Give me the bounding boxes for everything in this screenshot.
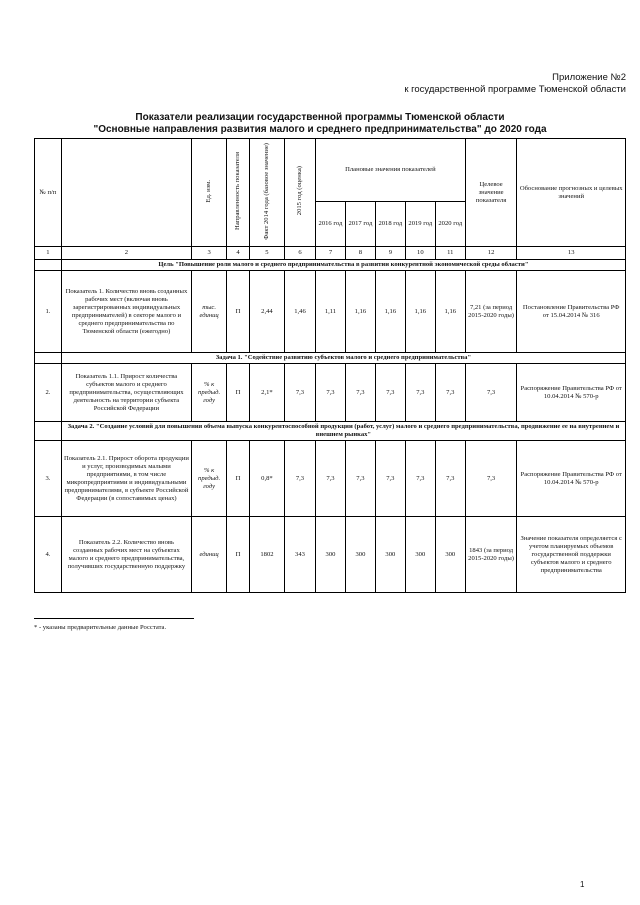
row-2018: 7,3 — [375, 441, 405, 517]
row-unit: % к предыд. году — [192, 364, 227, 422]
task-2-text: Задача 2. "Создание условий для повышения объема выпуска конкурентоспособной продукции (работ, услуг) малого и среднего предпринимательства, продвижение ее на внутреннем и внешнем рынках" — [61, 422, 625, 441]
row-2019: 300 — [405, 517, 435, 593]
row-num: 4. — [35, 517, 62, 593]
appendix-line-2: к государственной программе Тюменской области — [404, 84, 626, 95]
row-2017: 7,3 — [345, 364, 375, 422]
row-2020: 300 — [435, 517, 465, 593]
row-2016: 7,3 — [315, 364, 345, 422]
row-target: 7,3 — [465, 364, 517, 422]
header-target: Целевое значение показателя — [465, 139, 517, 247]
goal-text: Цель "Повышение роли малого и среднего предпринимательства в развитии конкурентной экономической среды области" — [61, 260, 625, 271]
row-2020: 1,16 — [435, 271, 465, 353]
row-fact-2014: 0,8* — [249, 441, 284, 517]
appendix-line-1: Приложение №2 — [552, 72, 626, 83]
page-number: 1 — [580, 880, 585, 889]
goal-spacer — [35, 260, 62, 271]
colnum: 4 — [227, 247, 250, 260]
row-2015: 7,3 — [285, 441, 316, 517]
header-year-2019: 2019 год — [405, 202, 435, 247]
row-direction: П — [227, 517, 250, 593]
row-target: 1843 (за период 2015-2020 годы) — [465, 517, 517, 593]
header-planned: Плановые значения показателей — [315, 139, 465, 202]
row-2019: 7,3 — [405, 441, 435, 517]
colnum: 13 — [517, 247, 626, 260]
row-unit: единиц — [192, 517, 227, 593]
row-2020: 7,3 — [435, 364, 465, 422]
header-unit: Ед. изм. — [192, 139, 227, 247]
table-row — [35, 517, 626, 593]
row-fact-2014: 1802 — [249, 517, 284, 593]
task-spacer — [35, 353, 62, 364]
row-fact-2014: 2,1* — [249, 364, 284, 422]
task-1-text: Задача 1. "Содействие развитию субъектов малого и среднего предпринимательства" — [61, 353, 625, 364]
task-spacer — [35, 422, 62, 441]
row-2018: 1,16 — [375, 271, 405, 353]
table-row — [35, 271, 626, 353]
colnum: 8 — [345, 247, 375, 260]
colnum: 9 — [375, 247, 405, 260]
row-fact-2014: 2,44 — [249, 271, 284, 353]
appendix-header — [404, 72, 626, 96]
header-year-2017: 2017 год — [345, 202, 375, 247]
header-year-2016: 2016 год — [315, 202, 345, 247]
header-num: № п/п — [35, 139, 62, 247]
row-target: 7,21 (за период 2015-2020 годы) — [465, 271, 517, 353]
goal-row — [35, 260, 626, 271]
header-fact-2014: Факт 2014 года (базовое значение) — [249, 139, 284, 247]
row-2016: 300 — [315, 517, 345, 593]
task-2-row — [35, 422, 626, 441]
row-2016: 7,3 — [315, 441, 345, 517]
colnum: 6 — [285, 247, 316, 260]
row-basis: Значение показателя определяется с учетом планируемых объемов государственной поддержки субъектов малого и среднего предпринимательства — [517, 517, 626, 593]
row-2018: 7,3 — [375, 364, 405, 422]
row-direction: П — [227, 271, 250, 353]
colnum: 2 — [61, 247, 191, 260]
header-row — [35, 139, 626, 202]
colnum: 7 — [315, 247, 345, 260]
row-num: 1. — [35, 271, 62, 353]
row-indicator: Показатель 1. Количество вновь созданных рабочих мест (включая вновь зарегистрированных индивидуальных предпринимателей) в секторе малого и среднего предпринимательства по Тюменской области (ежегодно) — [61, 271, 191, 353]
row-2016: 1,11 — [315, 271, 345, 353]
table-row — [35, 364, 626, 422]
header-basis: Обоснование прогнозных и целевых значений — [517, 139, 626, 247]
header-2015: 2015 год (оценка) — [285, 139, 316, 247]
header-year-2018: 2018 год — [375, 202, 405, 247]
row-2019: 7,3 — [405, 364, 435, 422]
row-basis: Распоряжение Правительства РФ от 10.04.2014 № 570-р — [517, 364, 626, 422]
row-indicator: Показатель 2.1. Прирост оборота продукции и услуг, производимых малыми предприятиями, в том числе микропредприятиями и индивидуальными предпринимателями, в субъекте Российской Федерации (в сопоставимых ценах) — [61, 441, 191, 517]
colnum: 5 — [249, 247, 284, 260]
colnum: 1 — [35, 247, 62, 260]
footnote: * - указаны предварительные данные Росстата. — [34, 624, 167, 631]
header-year-2020: 2020 год — [435, 202, 465, 247]
row-2017: 7,3 — [345, 441, 375, 517]
row-2015: 1,46 — [285, 271, 316, 353]
header-direction: Направленность показателя — [227, 139, 250, 247]
title-line-1: Показатели реализации государственной программы Тюменской области — [135, 112, 505, 123]
row-num: 3. — [35, 441, 62, 517]
row-target: 7,3 — [465, 441, 517, 517]
colnum: 3 — [192, 247, 227, 260]
row-2018: 300 — [375, 517, 405, 593]
task-1-row — [35, 353, 626, 364]
row-basis: Распоряжение Правительства РФ от 10.04.2014 № 570-р — [517, 441, 626, 517]
indicators-table — [34, 138, 626, 593]
row-unit: тыс. единиц — [192, 271, 227, 353]
row-unit: % к предыд. году — [192, 441, 227, 517]
row-2020: 7,3 — [435, 441, 465, 517]
row-direction: П — [227, 441, 250, 517]
row-2019: 1,16 — [405, 271, 435, 353]
row-num: 2. — [35, 364, 62, 422]
row-2015: 7,3 — [285, 364, 316, 422]
colnum: 12 — [465, 247, 517, 260]
row-2017: 300 — [345, 517, 375, 593]
document-title — [0, 112, 640, 136]
row-2017: 1,16 — [345, 271, 375, 353]
row-indicator: Показатель 1.1. Прирост количества субъектов малого и среднего предпринимательства, осуществляющих деятельность на территории субъекта Российской Федерации — [61, 364, 191, 422]
table-row — [35, 441, 626, 517]
header-name — [61, 139, 191, 247]
column-numbers-row — [35, 247, 626, 260]
title-line-2: "Основные направления развития малого и среднего предпринимательства" до 2020 года — [93, 124, 547, 135]
colnum: 10 — [405, 247, 435, 260]
row-basis: Постановление Правительства РФ от 15.04.2014 № 316 — [517, 271, 626, 353]
row-indicator: Показатель 2.2. Количество вновь созданных рабочих мест на субъектах малого и среднего предпринимательства, получивших государственную поддержку — [61, 517, 191, 593]
row-direction: П — [227, 364, 250, 422]
colnum: 11 — [435, 247, 465, 260]
row-2015: 343 — [285, 517, 316, 593]
footnote-divider — [34, 618, 194, 619]
